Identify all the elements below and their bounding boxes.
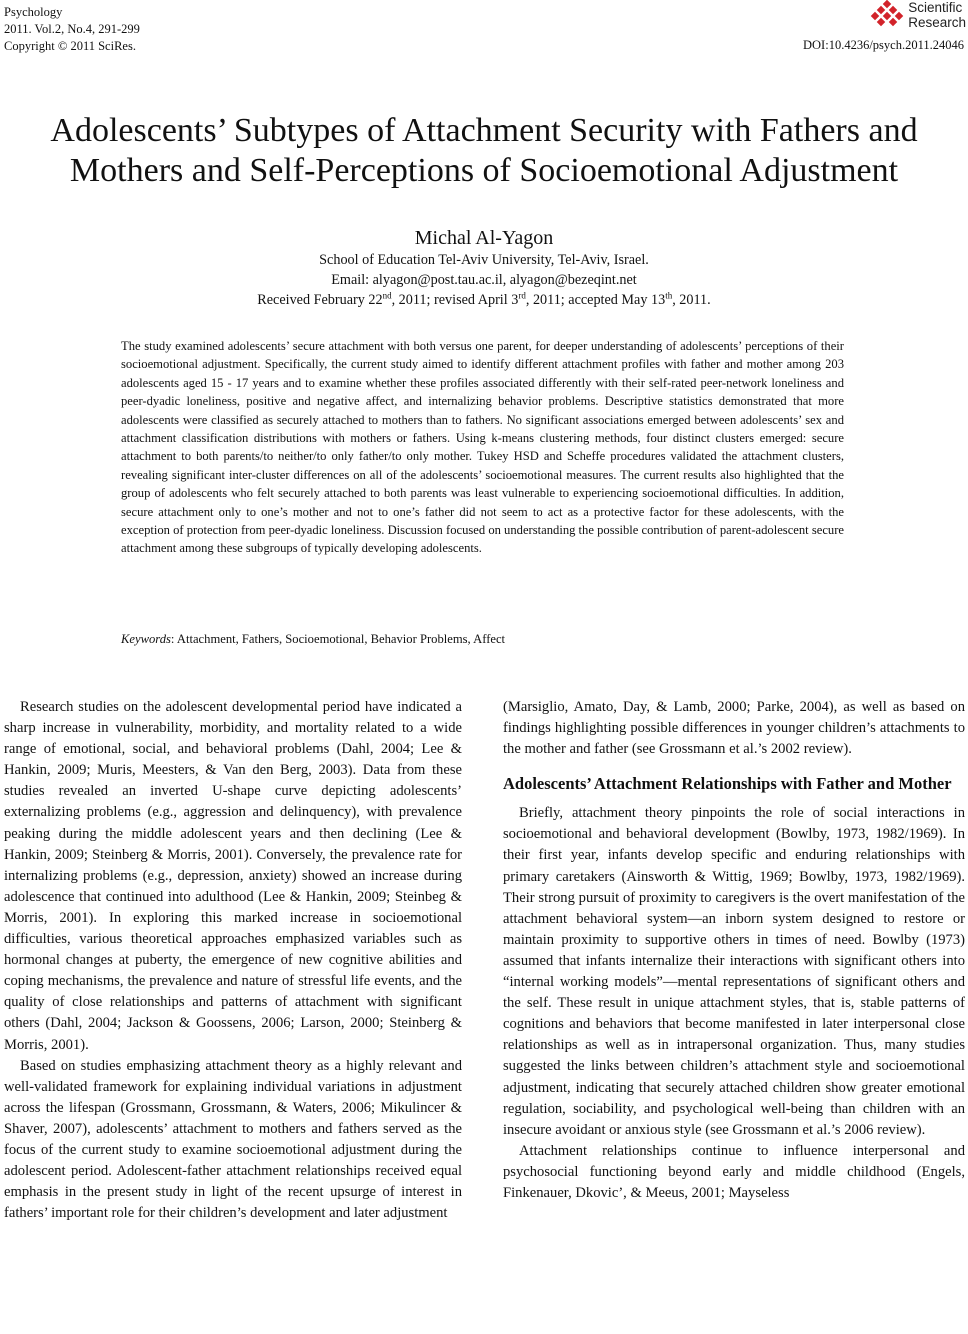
publisher-name-line2: Research bbox=[908, 15, 966, 30]
revised-date: , 2011; revised April 3 bbox=[391, 292, 519, 308]
ordinal-suffix: nd bbox=[382, 290, 392, 301]
section-heading: Adolescents’ Attachment Relationships with Father and Mother bbox=[503, 774, 952, 794]
publisher-name-line1: Scientific bbox=[908, 0, 963, 15]
keywords-list: : Attachment, Fathers, Socioemotional, Behavior Problems, Affect bbox=[170, 632, 506, 646]
received-date: Received February 22 bbox=[257, 292, 383, 308]
abstract: The study examined adolescents’ secure attachment with both versus one parent, for deeper understanding of adolescents’ perceptions of their socioemotional adjustment. Specifically, the current study aimed to identify different attachment profiles with father and mother among 203 adolescents aged 15 - 17 years and to examine whether these profiles associated differently with their self-rated peer-network loneliness and peer-dyadic loneliness, positive and negative affect, and internalizing behavior problems. Descriptive statistics demonstrated that more adolescents were classified as securely attached to mothers than to fathers. No significant associations emerged between adolescents’ sex and attachment classification distributions with mothers or fathers. Using k-means clustering methods, four distinct clusters emerged: secure attachment to both parents/to neither/to only father/to only mother. Tukey HSD and Scheffe procedures validated the attachment clusters, revealing significant inter-cluster differences on all of the adolescents’ socioemotional measures. The current results also highlighted that the group of adolescents who felt securely attached to both parents was least vulnerable to experiencing socioemotional difficulties. In addition, secure attachment only to one’s mother and not to one’s father did not seem to act as a protective factor for these adolescents, with the exception of protection from peer-dyadic loneliness. Discussion focused on understanding the possible contribution of parent-adolescent secure attachment among these subgroups of typically developing adolescents. bbox=[121, 339, 844, 556]
doi[interactable]: DOI:10.4236/psych.2011.24046 bbox=[803, 38, 964, 52]
ordinal-suffix: rd bbox=[518, 290, 526, 301]
body-paragraph: Attachment relationships continue to influence interpersonal and psychosocial functioning beyond early and middle childhood (Engels, Finkenauer, Dkovic’, & Meeus, 2001; Mayseless bbox=[503, 1142, 965, 1201]
article-title bbox=[0, 111, 968, 191]
journal-volume: 2011. Vol.2, No.4, 291-299 bbox=[4, 22, 140, 36]
year: , 2011. bbox=[672, 292, 711, 308]
scientific-research-logo-icon bbox=[870, 0, 904, 30]
author-name: Michal Al-Yagon bbox=[414, 227, 554, 249]
body-column-left bbox=[4, 697, 462, 1224]
title-line-2: Mothers and Self-Perceptions of Socioemotional Adjustment bbox=[69, 152, 899, 189]
journal-name: Psychology bbox=[4, 5, 63, 19]
body-paragraph: Briefly, attachment theory pinpoints the role of social interactions in socioemotional and behavioral development (Bowlby, 1973, 1982/1969). In their first year, infants develop specific and enduring relationships with primary caretakers (Ainsworth & Wittig, 1969; Bowlby, 1973, 1982/1969). Their strong pursuit of proximity to caregivers is the overt manifestation of the attachment behavioral system—an inborn system designed to restore or maintain proximity to supportive others in times of need. Bowlby (1973) assumed that infants internalize their interactions with significant others into “internal working models”—mental representations of significant others and the self. These result in unique attachment styles, that is, stable patterns of cognitions and behaviors that become manifested in later interpersonal close relationships as well as in intrapersonal organization. Thus, many studies suggested the links between children’s attachment style and socioemotional adjustment, indicating that securely attached children show greater emotional regulation, sociability, and psychological well-being than children with an insecure avoidant or anxious style (see Grossmann et al.’s 2006 review). bbox=[503, 805, 965, 1138]
accepted-date: , 2011; accepted May 13 bbox=[525, 292, 666, 308]
keywords bbox=[121, 632, 505, 647]
body-paragraph: Research studies on the adolescent developmental period have indicated a sharp increase in vulnerability, morbidity, and mortality related to a wide range of emotional, social, and behavioral problems (Dahl, 2004; Lee & Hankin, 2009; Muris, Meesters, & Van den Berg, 2003). Data from these studies revealed an inverted U-shape curve depicting adolescents’ externalizing problems (e.g., aggression and delinquency), with prevalence peaking during the middle adolescent years and then declining (Lee & Hankin, 2009; Steinberg & Morris, 2001). Conversely, the prevalence rate for internalizing problems (e.g., depression, anxiety) showed an increase during adolescence that continued into adulthood (Lee & Hankin, 2009; Steinbeg & Morris, 2001). In exploring this marked increase in socioemotional difficulties, various theoretical approaches emphasized variables such as hormonal changes at puberty, the emergence of new cognitive abilities and coping mechanisms, the prevalence and nature of stressful life events, and the quality of close relationships and patterns of attachment with significant others (Dahl, 2004; Jackson & Goossens, 2006; Larson, 2000; Steinberg & Morris, 2001). bbox=[4, 699, 462, 1053]
author-email[interactable]: Email: alyagon@post.tau.ac.il, alyagon@bezeqint.net bbox=[331, 272, 637, 288]
publisher-logo bbox=[870, 0, 966, 30]
title-line-1: Adolescents’ Subtypes of Attachment Security with Fathers and bbox=[50, 112, 918, 149]
journal-header bbox=[4, 4, 140, 55]
body-paragraph: (Marsiglio, Amato, Day, & Lamb, 2000; Parke, 2004), as well as based on findings highlighting possible differences in younger children’s attachments to the mother and father (see Grossmann et al.’s 2002 review). bbox=[503, 699, 965, 758]
keywords-label: Keywords bbox=[121, 632, 171, 646]
affiliation: School of Education Tel-Aviv University, Tel-Aviv, Israel. bbox=[319, 252, 649, 268]
publisher-name bbox=[908, 0, 966, 30]
body-paragraph: Based on studies emphasizing attachment theory as a highly relevant and well-validated framework for explaining individual variations in adjustment across the lifespan (Grossmann, Grossmann, & Waters, 2006; Mikulincer & Shaver, 2007), adolescents’ attachment to mothers and fathers served as the focus of the current study to examine socioemotional adjustment during the adolescent period. Adolescent-father attachment relationships received equal emphasis in the present study in light of the recent upsurge of interest in fathers’ important role for their children’s development and later adjustment bbox=[4, 1057, 462, 1222]
ordinal-suffix: th bbox=[665, 290, 673, 301]
body-column-right bbox=[503, 697, 965, 1204]
copyright-notice: Copyright © 2011 SciRes. bbox=[4, 39, 136, 53]
received-dates bbox=[0, 290, 968, 311]
